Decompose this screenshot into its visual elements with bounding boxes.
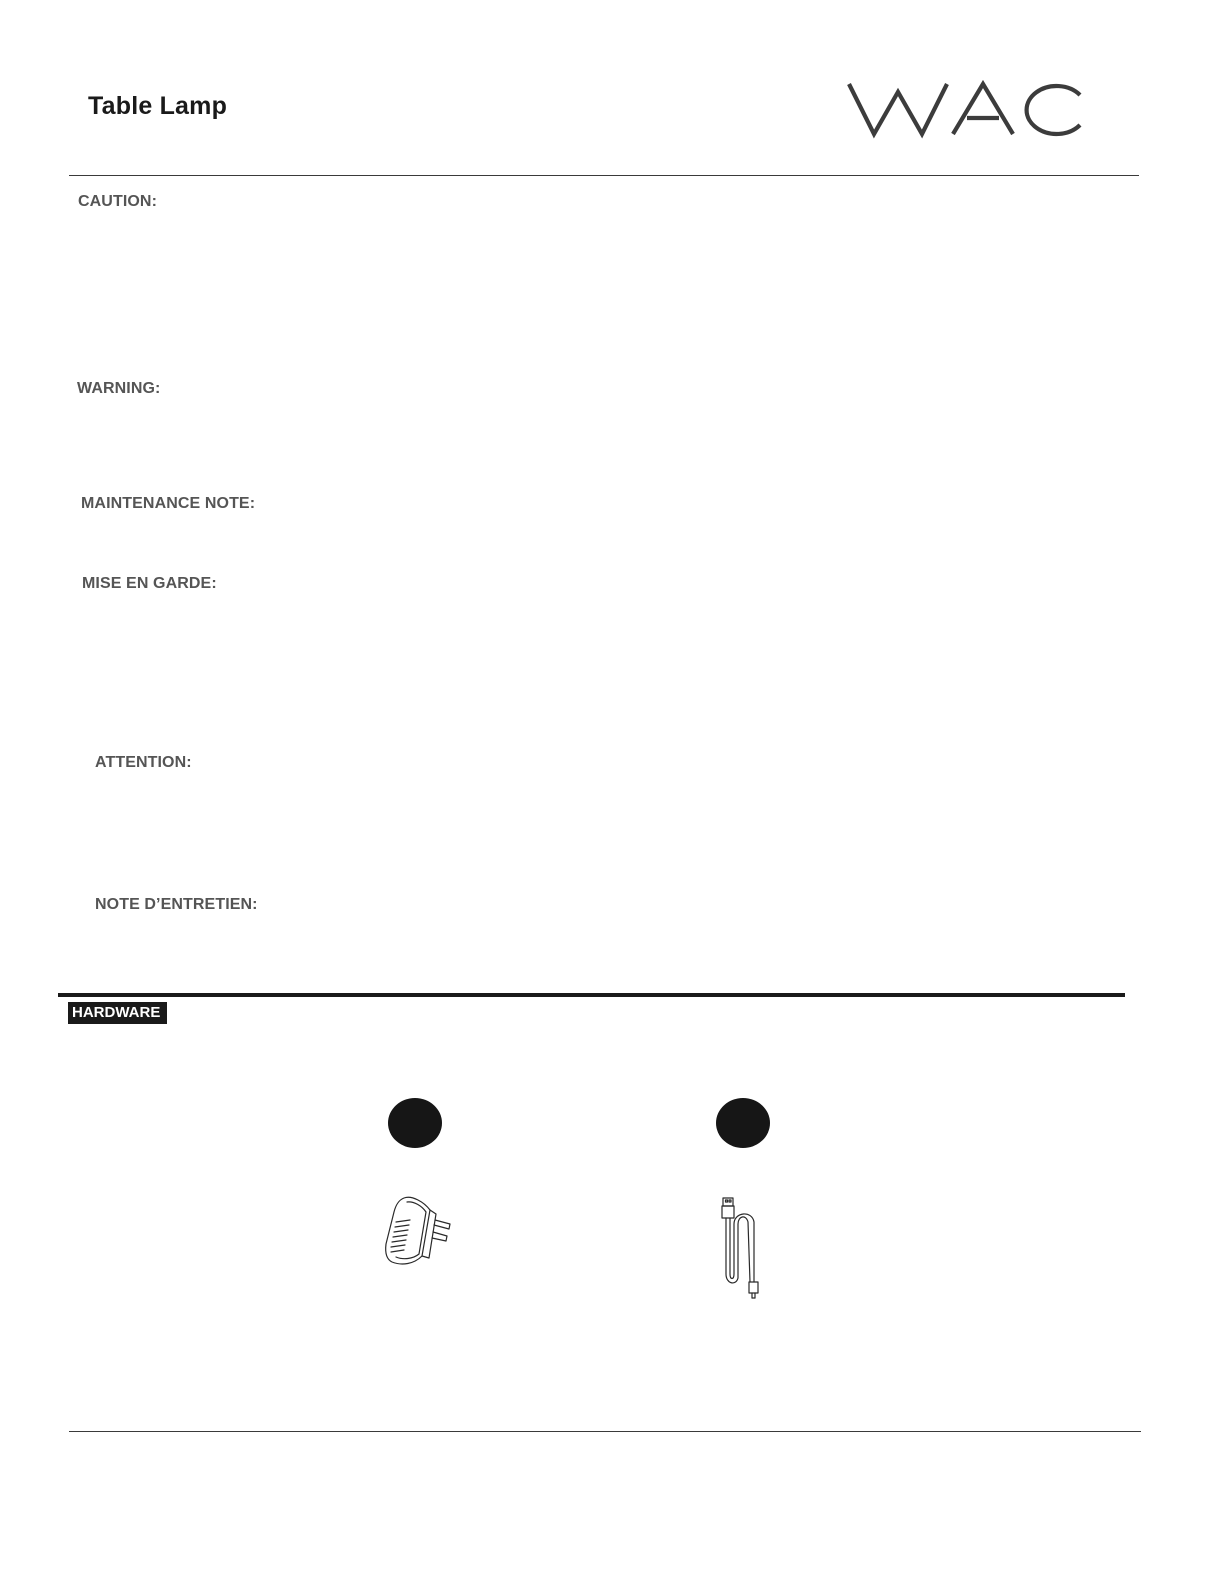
page-title: Table Lamp [88, 92, 228, 120]
maintenance-note-heading: MAINTENANCE NOTE: [81, 495, 256, 512]
usb-cable-icon [714, 1194, 770, 1304]
wac-logo [846, 78, 1086, 140]
hardware-rule [58, 993, 1125, 997]
caution-heading: CAUTION: [78, 193, 158, 210]
hardware-item-a-marker [388, 1098, 442, 1148]
footer-rule [69, 1431, 1141, 1432]
header-rule [69, 175, 1139, 176]
power-adapter-icon [380, 1192, 456, 1272]
hardware-item-b-marker [716, 1098, 770, 1148]
note-entretien-heading: NOTE D’ENTRETIEN: [95, 896, 258, 913]
attention-heading: ATTENTION: [95, 754, 192, 771]
mise-en-garde-heading: MISE EN GARDE: [82, 575, 217, 592]
warning-heading: WARNING: [77, 380, 161, 397]
hardware-heading: HARDWARE [68, 1002, 167, 1024]
